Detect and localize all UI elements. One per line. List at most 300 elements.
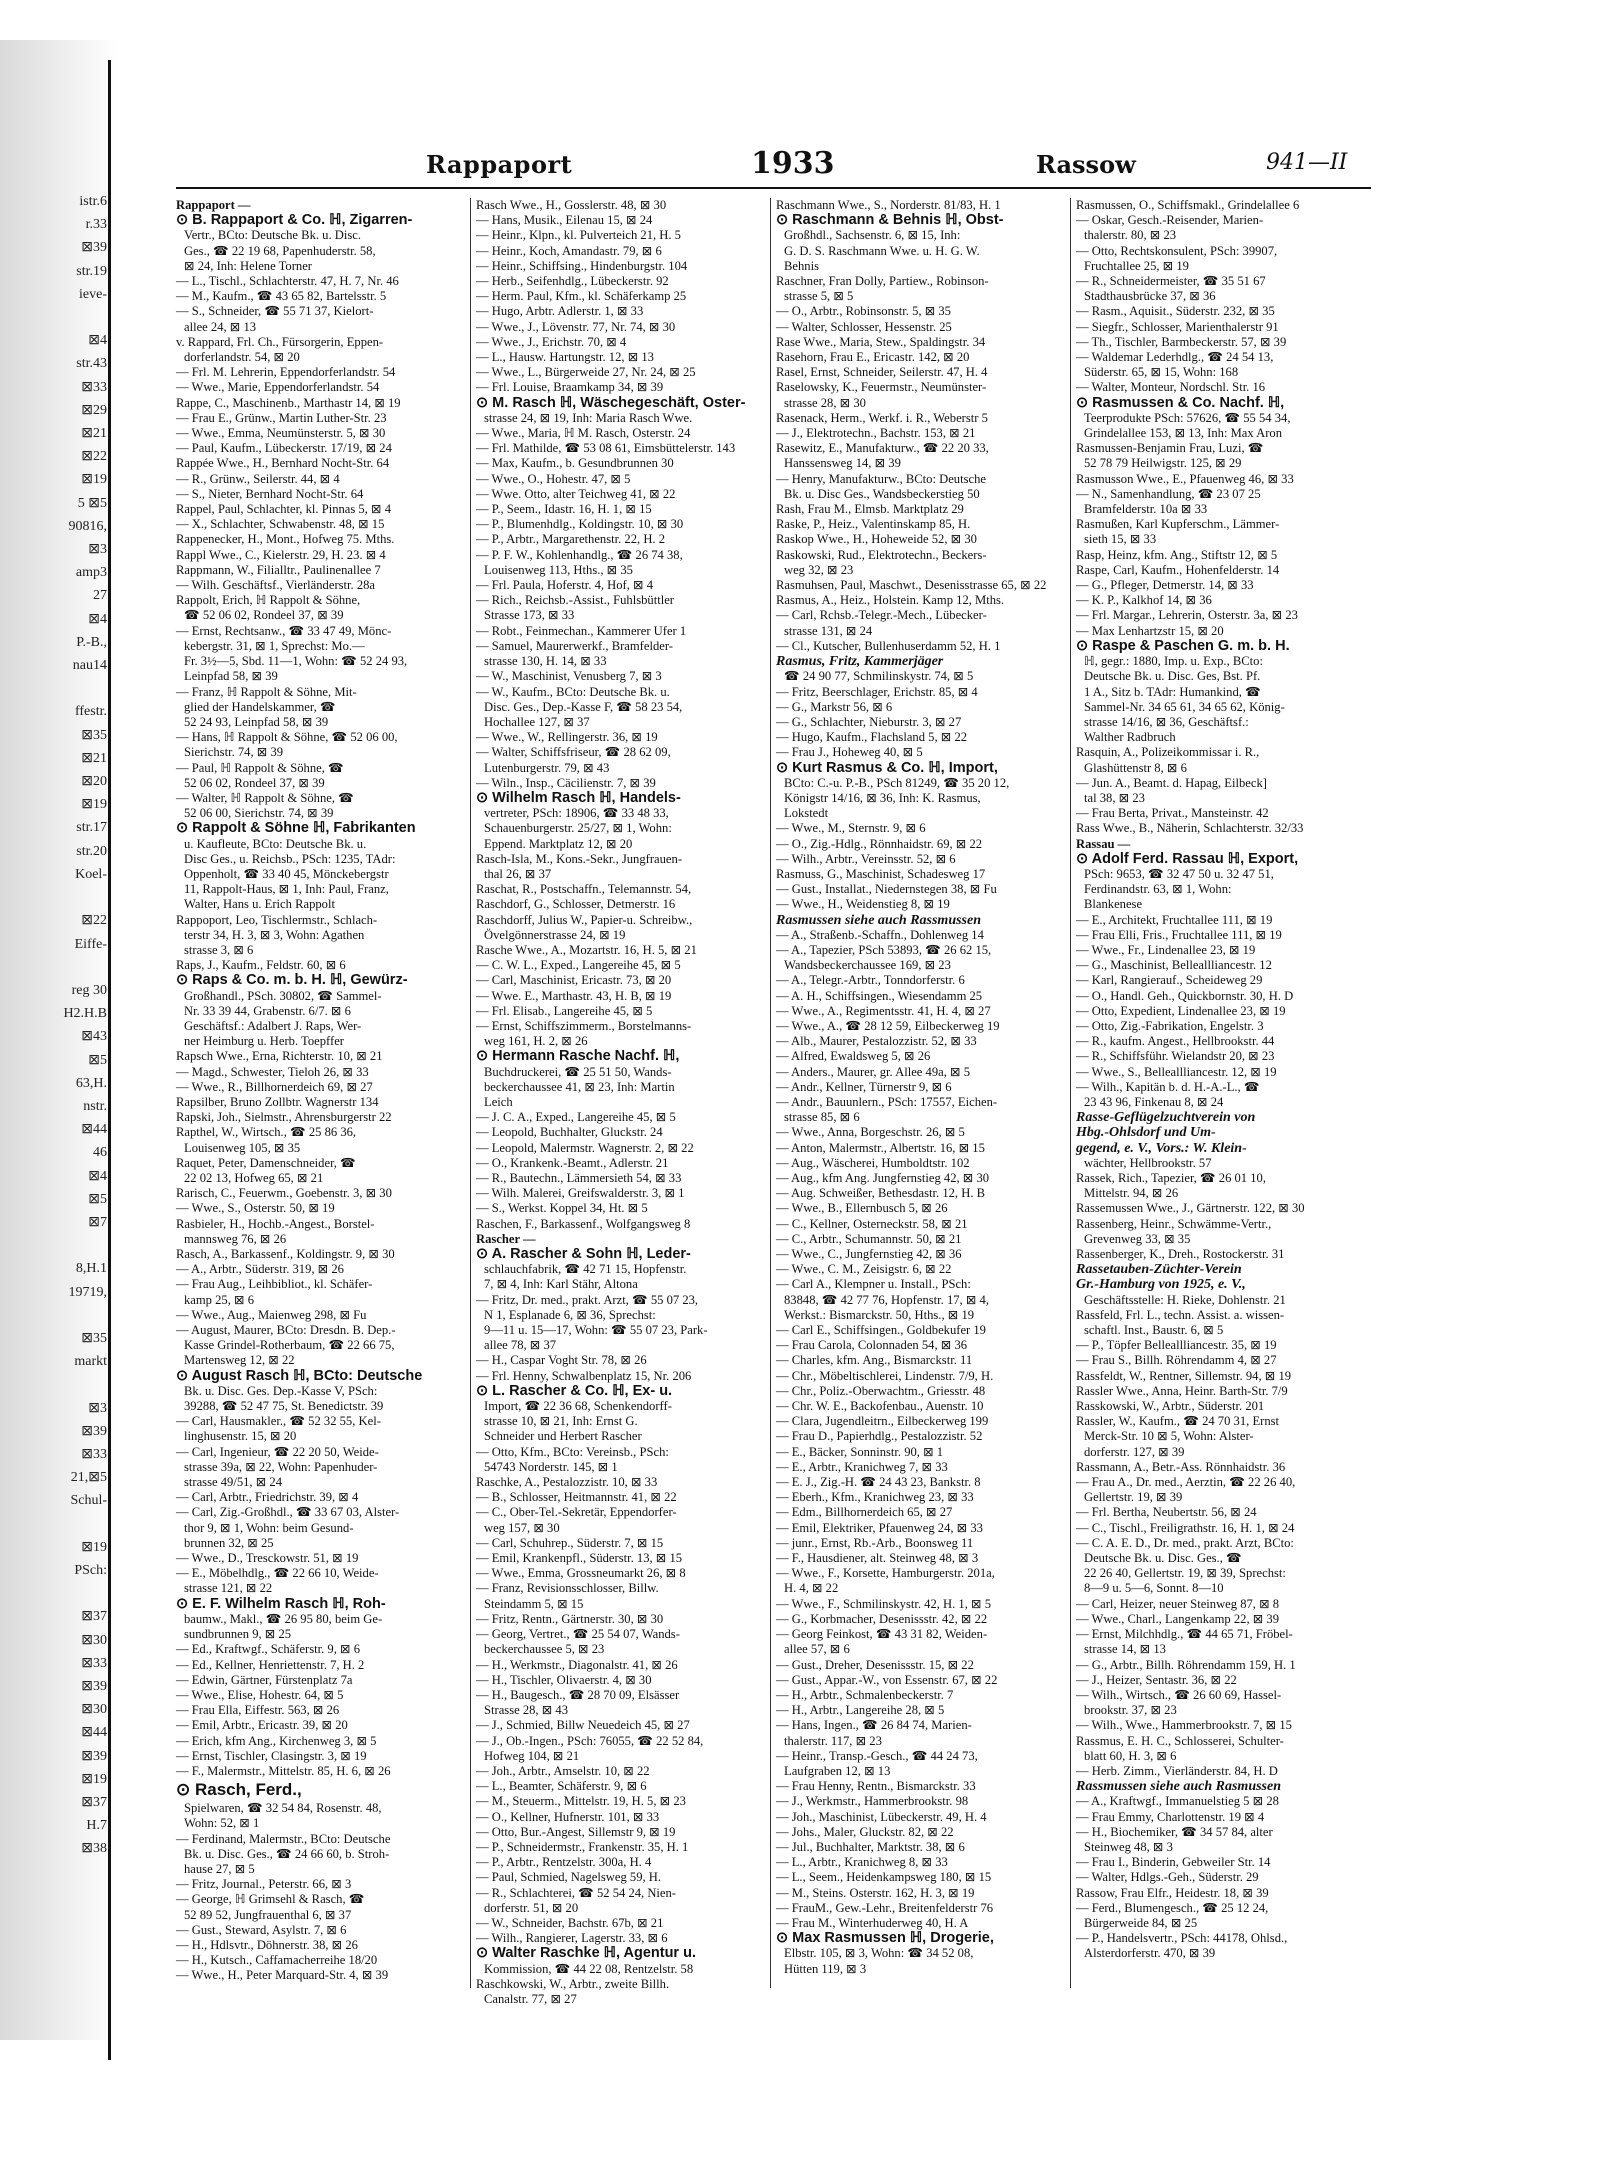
directory-entry: — Cl., Kutscher, Bullenhuserdamm 52, H. 1 [776, 638, 1001, 653]
directory-entry: — Gust., Steward, Asylstr. 7, ⊠ 6 [176, 1922, 347, 1937]
directory-entry: thalerstr. 117, ⊠ 23 [784, 1733, 882, 1748]
directory-entry: Hanssensweg 14, ⊠ 39 [784, 456, 901, 471]
directory-entry: Geschäftsstelle: H. Rieke, Dohlenstr. 21 [1084, 1292, 1286, 1307]
bleed-fragment: Schul- [70, 1493, 107, 1509]
directory-entry: — E. J., Zig.-H. ☎ 24 43 23, Bankstr. 8 [776, 1475, 981, 1490]
bleed-fragment [2, 1373, 107, 1396]
directory-entry: strasse 121, ⊠ 22 [184, 1581, 273, 1596]
directory-entry: Rasch, A., Barkassenf., Koldingstr. 9, ⊠ 30 [176, 1247, 395, 1262]
directory-entry: Strasse 173, ⊠ 33 [484, 608, 575, 623]
directory-entry: Sierichstr. 74, ⊠ 39 [184, 745, 284, 760]
bleed-fragment: Eiffe- [74, 936, 107, 952]
directory-entry: — E., Arbtr., Kranichweg 7, ⊠ 33 [776, 1459, 948, 1474]
directory-entry: — C., Arbtr., Schumannstr. 50, ⊠ 21 [776, 1231, 962, 1246]
directory-entry: Raschke, A., Pestalozzistr. 10, ⊠ 33 [476, 1475, 658, 1490]
directory-entry: strasse 130, H. 14, ⊠ 33 [484, 654, 607, 669]
directory-entry: — junr., Ernst, Rb.-Arb., Boonsweg 11 [776, 1535, 974, 1550]
directory-entry: Raschdorff, Julius W., Papier-u. Schreibw., [476, 912, 693, 927]
directory-entry: strasse 5, ⊠ 5 [784, 289, 854, 304]
directory-entry: Övelgönnerstrasse 24, ⊠ 19 [484, 927, 626, 942]
bleed-fragment: markt [74, 1354, 107, 1370]
directory-entry: Rassmus, E. H. C., Schlosserei, Schulter- [1076, 1733, 1284, 1748]
directory-entry: — Leopold, Malermstr. Wagnerstr. 2, ⊠ 22 [476, 1140, 694, 1155]
directory-entry: brookstr. 37, ⊠ 23 [1084, 1703, 1177, 1718]
directory-entry: — B., Schlosser, Heitmannstr. 41, ⊠ 22 [476, 1490, 677, 1505]
directory-entry: — P., Arbtr., Rentzelstr. 300a, H. 4 [476, 1855, 652, 1870]
directory-entry: — Carl A., Klempner u. Install., PSch: [776, 1277, 971, 1292]
directory-entry: linghusenstr. 15, ⊠ 20 [184, 1429, 297, 1444]
directory-entry: — Wwe., Emma, Neumünsterstr. 5, ⊠ 30 [176, 426, 386, 441]
directory-entry: — Aug., kfm Ang. Jungfernstieg 42, ⊠ 30 [776, 1171, 990, 1185]
directory-entry: — Alfred, Ewaldsweg 5, ⊠ 26 [776, 1049, 931, 1064]
directory-entry: Rascher — [476, 1231, 536, 1246]
directory-entry: — H., Arbtr., Schmalenbeckerstr. 7 [776, 1687, 954, 1702]
bleed-fragment [2, 306, 107, 329]
directory-entry: weg 157, ⊠ 30 [484, 1520, 560, 1535]
directory-entry: — Frl. M. Lehrerin, Eppendorferlandstr. 54 [176, 365, 396, 380]
directory-entry: — J., Werkmstr., Hammerbrookstr. 98 [776, 1794, 969, 1809]
directory-entry: vertreter, PSch: 18906, ☎ 33 48 33, [484, 806, 669, 821]
directory-entry: — G., Korbmacher, Desenissstr. 42, ⊠ 22 [776, 1611, 988, 1626]
directory-entry: ☎ 52 06 02, Rondeel 37, ⊠ 39 [184, 608, 344, 623]
directory-entry: — C., Kellner, Osterneckstr. 58, ⊠ 21 [776, 1216, 968, 1231]
directory-entry: — Frau Henny, Rentn., Bismarckstr. 33 [776, 1779, 976, 1794]
directory-entry: 22 02 13, Hofweg 65, ⊠ 21 [184, 1171, 324, 1185]
directory-entry: glied der Handelskammer, ☎ [184, 699, 336, 714]
directory-entry: — Hans, Ingen., ☎ 26 84 74, Marien- [776, 1718, 972, 1733]
directory-entry: — P., Töpfer Belleallliancestr. 35, ⊠ 19 [1076, 1338, 1277, 1353]
bleed-fragment: 19719, [68, 1284, 107, 1300]
bleed-fragment [2, 1304, 107, 1327]
directory-entry: — Wilh., Arbtr., Vereinsstr. 52, ⊠ 6 [776, 851, 956, 866]
directory-entry: — Robt., Feinmechan., Kammerer Ufer 1 [476, 623, 687, 638]
directory-entry: Hochallee 127, ⊠ 37 [484, 714, 590, 729]
directory-entry: — S., Nieter, Bernhard Nocht-Str. 64 [176, 486, 364, 501]
directory-entry: — O., Handl. Geh., Quickbornstr. 30, H. D [1076, 988, 1294, 1003]
directory-entry: Mittelstr. 94, ⊠ 26 [1084, 1186, 1179, 1201]
directory-entry: — Samuel, Maurerwerkf., Bramfelder- [476, 638, 673, 653]
directory-entry: — Frl. Louise, Braamkamp 34, ⊠ 39 [476, 380, 664, 395]
directory-entry: — Otto, Zig.-Fabrikation, Engelstr. 3 [1076, 1018, 1264, 1033]
bleed-fragment: 63,H. [75, 1075, 107, 1091]
directory-entry: — C., Ober-Tel.-Sekretär, Eppendorfer- [476, 1505, 677, 1520]
column-3 [776, 198, 1064, 1988]
directory-entry: ⊙ Max Rasmussen ℍ, Drogerie, [776, 1930, 994, 1947]
directory-entry: sieth 15, ⊠ 33 [1084, 532, 1157, 547]
directory-entry: — H., Kutsch., Caffamacherreihe 18/20 [176, 1953, 378, 1968]
directory-entry: Rassler, W., Kaufm., ☎ 24 70 31, Ernst [1076, 1414, 1280, 1429]
directory-entry: — Wwe., S., Osterstr. 50, ⊠ 19 [176, 1201, 335, 1216]
directory-entry: — G., Schlachter, Nieburstr. 3, ⊠ 27 [776, 714, 962, 729]
directory-entry: — Wwe., Charl., Langenkamp 22, ⊠ 39 [1076, 1611, 1280, 1626]
directory-entry: Louisenweg 105, ⊠ 35 [184, 1140, 301, 1155]
directory-entry: Bk. u. Disc. Ges. Dep.-Kasse V, PSch: [184, 1383, 378, 1398]
directory-entry: — Gust., Appar.-W., von Essenstr. 67, ⊠ 22 [776, 1672, 998, 1687]
directory-entry: Rasenack, Herm., Werkf. i. R., Weberstr 5 [776, 410, 988, 425]
directory-entry: — Frau Ella, Eiffestr. 563, ⊠ 26 [176, 1703, 340, 1718]
directory-entry: — Frl. Margar., Lehrerin, Osterstr. 3a, ⊠ 23 [1076, 608, 1298, 623]
directory-entry: Rasewitz, E., Manufakturw., ☎ 22 20 33, [776, 441, 989, 456]
bleed-fragment: reg 30 [71, 982, 107, 998]
directory-entry: Raschat, R., Postschaffn., Telemannstr. 54, [476, 882, 692, 897]
directory-entry: — Fritz, Dr. med., prakt. Arzt, ☎ 55 07 23, [476, 1292, 699, 1307]
bleed-fragment: ⊠44 [81, 1725, 107, 1741]
directory-entry: 83848, ☎ 42 77 76, Hopfenstr. 17, ⊠ 4, [784, 1292, 989, 1307]
directory-entry: weg 161, H. 2, ⊠ 26 [484, 1034, 588, 1049]
bleed-fragment: ⊠5 [88, 1191, 107, 1207]
directory-entry: — O., Arbtr., Robinsonstr. 5, ⊠ 35 [776, 304, 951, 319]
directory-entry: — S., Werkst. Koppel 34, Ht. ⊠ 5 [476, 1201, 648, 1216]
directory-entry: — H., Biochemiker, ☎ 34 57 84, alter [1076, 1824, 1273, 1839]
directory-entry: — Wwe., A., Regimentsstr. 41, H. 4, ⊠ 27 [776, 1003, 991, 1018]
directory-entry: — Carl, Arbtr., Friedrichstr. 39, ⊠ 4 [176, 1490, 359, 1505]
directory-entry: Rassau — [1076, 836, 1131, 851]
directory-entry: — Wwe., Emma, Grossneumarkt 26, ⊠ 8 [476, 1566, 686, 1581]
directory-entry: Raskowski, Rud., Elektrotechn., Beckers- [776, 547, 987, 562]
directory-entry: allee 57, ⊠ 6 [784, 1642, 850, 1657]
directory-entry: — Wiln., Insp., Cäcilienstr. 7, ⊠ 39 [476, 775, 656, 790]
directory-entry: Raspe, Carl, Kaufm., Hohenfelderstr. 14 [1076, 562, 1280, 577]
directory-entry: — L., Hausw. Hartungstr. 12, ⊠ 13 [476, 350, 654, 365]
directory-entry: — Hugo, Kaufm., Flachsland 5, ⊠ 22 [776, 730, 968, 745]
directory-entry: — Alb., Maurer, Pestalozzistr. 52, ⊠ 33 [776, 1034, 977, 1049]
directory-entry: — Wwe., L., Bürgerweide 27, Nr. 24, ⊠ 25 [476, 365, 696, 380]
directory-entry: — Anton, Malermstr., Albertstr. 16, ⊠ 15 [776, 1140, 985, 1155]
directory-entry: strasse 39a, ⊠ 22, Wohn: Papenhuder- [184, 1459, 378, 1474]
directory-entry: — Hans, ℍ Rappolt & Söhne, ☎ 52 06 00, [176, 730, 398, 745]
directory-entry: Martensweg 12, ⊠ 22 [184, 1353, 295, 1368]
directory-entry: strasse 14, ⊠ 13 [1084, 1642, 1166, 1657]
directory-entry: Rappenecker, H., Mont., Hofweg 75. Mths. [176, 532, 395, 547]
directory-entry: schlauchfabrik, ☎ 42 71 15, Hopfenstr. [484, 1262, 687, 1277]
bleed-fragment: ⊠39 [81, 240, 107, 256]
directory-entry: Rasse-Geflügelzuchtverein von [1076, 1110, 1256, 1126]
directory-entry: Rash, Frau M., Elmsb. Marktplatz 29 [776, 502, 964, 517]
directory-entry: — N., Samenhandlung, ☎ 23 07 25 [1076, 486, 1261, 501]
directory-entry: Raschmann Wwe., S., Norderstr. 81/83, H. 1 [776, 198, 1001, 212]
directory-entry: — Siegfr., Schlosser, Marienthalerstr 91 [1076, 319, 1279, 334]
directory-entry: Leich [484, 1094, 513, 1109]
directory-entry: strasse 3, ⊠ 6 [184, 942, 254, 957]
directory-entry: 11, Rappolt-Haus, ⊠ 1, Inh: Paul, Franz, [184, 882, 389, 897]
directory-entry: ⊠ 24, Inh: Helene Torner [184, 258, 312, 273]
directory-entry: — R., kaufm. Angest., Hellbrookstr. 44 [1076, 1034, 1275, 1049]
bleed-fragment: ⊠37 [81, 1609, 107, 1625]
directory-entry: — L., Tischl., Schlachterstr. 47, H. 7, Nr. 46 [176, 274, 399, 289]
directory-entry: — Frau Emmy, Charlottenstr. 19 ⊠ 4 [1076, 1809, 1265, 1824]
column-1 [176, 198, 464, 1988]
directory-entry: ⊙ Rappolt & Söhne ℍ, Fabrikanten [176, 820, 416, 837]
directory-entry: — Chr., Poliz.-Oberwachtm., Griesstr. 48 [776, 1383, 986, 1398]
directory-entry: Rappl Wwe., C., Kielerstr. 29, H. 23. ⊠ 4 [176, 547, 386, 562]
directory-entry: Strasse 28, ⊠ 43 [484, 1703, 569, 1718]
directory-entry: ⊙ Raspe & Paschen G. m. b. H. [1076, 637, 1290, 654]
directory-entry: — Johs., Maler, Gluckstr. 82, ⊠ 22 [776, 1824, 954, 1839]
directory-entry: — Paul, Schmied, Nagelsweg 59, H. [476, 1870, 662, 1885]
directory-entry: ⊙ Adolf Ferd. Rassau ℍ, Export, [1076, 850, 1299, 867]
directory-entry: — Wwe., W., Rellingerstr. 36, ⊠ 19 [476, 730, 658, 745]
directory-entry: allee 24, ⊠ 13 [184, 319, 257, 334]
directory-entry: Rasmus, A., Heiz., Holstein. Kamp 12, Mths. [776, 593, 1005, 608]
directory-entry: — Gust., Installat., Niedernstegen 38, ⊠ Fu [776, 882, 997, 897]
bleed-fragment: ⊠39 [81, 1748, 107, 1764]
directory-entry: — Henry, Manufakturw., BCto: Deutsche [776, 471, 986, 486]
directory-entry: ⊙ Kurt Rasmus & Co. ℍ, Import, [776, 759, 998, 776]
directory-entry: — H., Tischler, Olivaerstr. 4, ⊠ 30 [476, 1672, 652, 1687]
directory-entry: ℍ, gegr.: 1880, Imp. u. Exp., BCto: [1084, 654, 1263, 669]
directory-entry: Rasehorn, Frau E., Ericastr. 142, ⊠ 20 [776, 350, 970, 365]
bleed-fragment: ⊠37 [81, 1795, 107, 1811]
directory-entry: Rassler Wwe., Anna, Heinr. Barth-Str. 7/9 [1076, 1383, 1288, 1398]
directory-entry: — Edwin, Gärtner, Fürstenplatz 7a [176, 1672, 353, 1687]
directory-entry: Rasmuhsen, Paul, Maschwt., Desenisstrasse 65, ⊠ 22 [776, 578, 1047, 593]
directory-entry: Süderstr. 65, ⊠ 15, Wohn: 168 [1084, 365, 1239, 380]
directory-entry: Rappoport, Leo, Tischlermstr., Schlach- [176, 912, 378, 927]
directory-entry: — Frau A., Dr. med., Aerztin, ☎ 22 26 40, [1076, 1475, 1296, 1490]
bleed-fragment: ⊠30 [81, 1632, 107, 1648]
directory-entry: Wandsbeckerchaussee 169, ⊠ 23 [784, 958, 951, 973]
bleed-fragment: ⊠20 [81, 774, 107, 790]
directory-entry: Rasbieler, H., Hochb.-Angest., Borstel- [176, 1216, 375, 1231]
directory-entry: ⊙ Rasmussen & Co. Nachf. ℍ, [1076, 394, 1285, 411]
directory-entry: — L., Seem., Heidenkampsweg 180, ⊠ 15 [776, 1870, 992, 1885]
directory-entry: Rasel, Ernst, Schneider, Seilerstr. 47, H. 4 [776, 365, 988, 380]
directory-entry: beckerchaussee 5, ⊠ 23 [484, 1642, 605, 1657]
directory-entry: beckerchaussee 41, ⊠ 23, Inh: Martin [484, 1079, 675, 1094]
directory-entry: — Carl, Maschinist, Ericastr. 73, ⊠ 20 [476, 973, 672, 988]
directory-entry: — Andr., Kellner, Türnerstr 9, ⊠ 6 [776, 1079, 952, 1094]
directory-entry: — Emil, Elektriker, Pfauenweg 24, ⊠ 33 [776, 1520, 983, 1535]
directory-entry: — R., Bautechn., Lämmersieth 54, ⊠ 33 [476, 1171, 682, 1185]
directory-entry: — Carl, Ingenieur, ☎ 22 20 50, Weide- [176, 1444, 379, 1459]
directory-entry: Rappe, C., Maschinenb., Marthastr 14, ⊠ 19 [176, 395, 401, 410]
directory-entry: — F., Hausdiener, alt. Steinweg 48, ⊠ 3 [776, 1551, 979, 1566]
directory-entry: Blankenese [1084, 897, 1143, 912]
directory-entry: ⊙ Wilhelm Rasch ℍ, Handels- [476, 789, 681, 806]
directory-entry: — A., Kraftwgf., Immanuelstieg 5 ⊠ 28 [1076, 1794, 1279, 1809]
directory-entry: Raschdorf, G., Schlosser, Detmerstr. 16 [476, 897, 676, 912]
directory-entry: Merck-Str. 10 ⊠ 5, Wohn: Alster- [1084, 1429, 1254, 1444]
directory-entry: — Wwe., R., Billhornerdeich 69, ⊠ 27 [176, 1079, 373, 1094]
directory-entry: Rasmussen-Benjamin Frau, Luzi, ☎ [1076, 441, 1264, 456]
directory-entry: 54743 Norderstr. 145, ⊠ 1 [484, 1459, 618, 1474]
directory-entry: — Frl. Elisab., Langereihe 45, ⊠ 5 [476, 1003, 653, 1018]
directory-entry: — Jul., Buchhalter, Marktstr. 38, ⊠ 6 [776, 1839, 965, 1854]
directory-entry: Rasche Wwe., A., Mozartstr. 16, H. 5, ⊠ 21 [476, 942, 697, 957]
directory-entry: 52 89 52, Jungfrauenthal 6, ⊠ 37 [184, 1907, 352, 1922]
directory-entry: — W., Kaufm., BCto: Deutsche Bk. u. [476, 684, 670, 699]
directory-entry: Ges., ☎ 22 19 68, Papenhuderstr. 58, [184, 243, 376, 258]
bleed-fragment [2, 1582, 107, 1605]
directory-entry: — H., Caspar Voght Str. 78, ⊠ 26 [476, 1353, 647, 1368]
directory-entry: — J., Ob.-Ingen., PSch: 76055, ☎ 22 52 84, [476, 1733, 704, 1748]
directory-entry: — J. C. A., Exped., Langereihe 45, ⊠ 5 [476, 1110, 676, 1125]
bleed-fragment [2, 677, 107, 700]
directory-entry: — Chr. W. E., Backofenbau., Auenstr. 10 [776, 1399, 984, 1414]
column-divider [470, 198, 471, 1988]
bleed-fragment: ⊠3 [88, 542, 107, 558]
bleed-fragment: ⊠35 [81, 727, 107, 743]
directory-entry: Kommission, ☎ 44 22 08, Rentzelstr. 58 [484, 1961, 694, 1976]
bleed-fragment: amp3 [75, 565, 107, 581]
directory-entry: — Wwe., M., Sternstr. 9, ⊠ 6 [776, 821, 926, 836]
directory-entry: — Frau E., Grünw., Martin Luther-Str. 23 [176, 410, 387, 425]
directory-entry: — Heinr., Koch, Amandastr. 79, ⊠ 6 [476, 243, 662, 258]
directory-entry: — Frl. Paula, Hoferstr. 4, Hof, ⊠ 4 [476, 578, 654, 593]
directory-entry: — Fritz, Journal., Peterstr. 66, ⊠ 3 [176, 1877, 352, 1892]
directory-entry: — Wilh. Geschäftsf., Vierländerstr. 28a [176, 578, 376, 593]
directory-entry: Sammel-Nr. 34 65 61, 34 65 62, König- [1084, 699, 1285, 714]
directory-entry: — P., Seem., Idastr. 16, H. 1, ⊠ 15 [476, 502, 652, 517]
column-divider [1070, 198, 1071, 1988]
directory-entry: H. 4, ⊠ 22 [784, 1581, 839, 1596]
directory-entry: Gr.-Hamburg von 1925, e. V., [1076, 1277, 1246, 1293]
directory-entry: — O., Zig.-Hdlg., Rönnhaidstr. 69, ⊠ 22 [776, 836, 983, 851]
directory-entry: — Wilh., Wwe., Hammerbrookstr. 7, ⊠ 15 [1076, 1718, 1292, 1733]
directory-entry: ⊙ August Rasch ℍ, BCto: Deutsche [176, 1367, 423, 1384]
directory-entry: — Frau Elli, Fris., Fruchtallee 111, ⊠ 19 [1076, 927, 1282, 942]
directory-entry: Steindamm 5, ⊠ 15 [484, 1596, 584, 1611]
bleed-fragment: ⊠44 [81, 1122, 107, 1138]
bleed-fragment: 5 ⊠5 [77, 495, 107, 511]
directory-entry: ⊙ L. Rascher & Co. ℍ, Ex- u. [476, 1382, 673, 1399]
directory-entry: — L., Arbtr., Kranichweg 8, ⊠ 33 [776, 1855, 948, 1870]
directory-entry: — Wilh., Rangierer, Lagerstr. 33, ⊠ 6 [476, 1931, 668, 1946]
directory-entry: 39288, ☎ 52 47 75, St. Benedictstr. 39 [184, 1399, 384, 1414]
directory-entry: — R., Grünw., Seilerstr. 44, ⊠ 4 [176, 471, 340, 486]
directory-entry: Lutenburgerstr. 79, ⊠ 43 [484, 760, 610, 775]
directory-entry: Raschner, Fran Dolly, Partiew., Robinson- [776, 274, 989, 289]
directory-entry: — Wwe., D., Tresckowstr. 51, ⊠ 19 [176, 1551, 359, 1566]
directory-entry: — Hans, Musik., Eilenau 15, ⊠ 24 [476, 213, 653, 228]
directory-entry: — Erich, kfm Ang., Kirchenweg 3, ⊠ 5 [176, 1733, 377, 1748]
directory-entry: Rasmusson Wwe., E., Pfauenweg 46, ⊠ 33 [1076, 471, 1294, 486]
bleed-fragment: str.20 [76, 843, 107, 859]
directory-entry: — Georg, Vertret., ☎ 25 54 07, Wands- [476, 1627, 680, 1642]
bleed-fragment: ⊠4 [88, 333, 107, 349]
header-last-entry: Rassow [1036, 150, 1136, 179]
directory-entry: — G., Pfleger, Detmerstr. 14, ⊠ 33 [1076, 578, 1254, 593]
directory-entry: 52 06 00, Sierichstr. 74, ⊠ 39 [184, 806, 334, 821]
directory-entry: Fruchtallee 25, ⊠ 19 [1084, 258, 1189, 273]
bleed-fragment: PSch: [74, 1562, 107, 1578]
directory-entry: mannsweg 76, ⊠ 26 [184, 1231, 287, 1246]
bleed-fragment: ⊠33 [81, 1446, 107, 1462]
directory-entry: Eppend. Marktplatz 12, ⊠ 20 [484, 836, 633, 851]
bleed-fragment [2, 1513, 107, 1536]
directory-entry: — K. P., Kalkhof 14, ⊠ 36 [1076, 593, 1212, 608]
directory-entry: — Rasm., Aquisit., Süderstr. 232, ⊠ 35 [1076, 304, 1275, 319]
directory-entry: N 1, Esplanade 6, ⊠ 36, Sprechst: [484, 1307, 656, 1322]
directory-entry: — Frau Berta, Privat., Mansteinstr. 42 [1076, 806, 1269, 821]
directory-entry: Werkst.: Bismarckstr. 50, Hths., ⊠ 19 [784, 1307, 975, 1322]
directory-entry: — Herb. Zimm., Vierländerstr. 84, H. D [1076, 1763, 1278, 1778]
directory-entry: — Walter, Hdlgs.-Geh., Süderstr. 29 [1076, 1870, 1259, 1885]
directory-entry: — M., Steuerm., Mittelstr. 19, H. 5, ⊠ 23 [476, 1794, 686, 1809]
directory-entry: ☎ 24 90 77, Schmilinskystr. 74, ⊠ 5 [784, 669, 974, 684]
previous-page-bleed [2, 190, 107, 1990]
directory-entry: — Otto, Expedient, Lindenallee 23, ⊠ 19 [1076, 1003, 1286, 1018]
directory-entry: PSch: 9653, ☎ 32 47 50 u. 32 47 51, [1084, 866, 1274, 881]
directory-entry: — Frau S., Billh. Röhrendamm 4, ⊠ 27 [1076, 1353, 1277, 1368]
directory-entry: — Aug. Schweißer, Bethesdastr. 12, H. B [776, 1186, 986, 1201]
directory-entry: — G., Markstr 56, ⊠ 6 [776, 699, 893, 714]
directory-entry: 8—9 u. 5—6, Sonnt. 8—10 [1084, 1581, 1224, 1596]
page-number: 941—II [1266, 150, 1348, 175]
directory-entry: — Carl, Zig.-Großhdl., ☎ 33 67 03, Alster- [176, 1505, 400, 1520]
directory-entry: — Joh., Maschinist, Lübeckerstr. 49, H. 4 [776, 1809, 987, 1824]
bleed-fragment: ⊠39 [81, 1679, 107, 1694]
directory-entry: Teerprodukte PSch: 57626, ☎ 55 54 34, [1084, 410, 1291, 425]
directory-entry: — R., Schneidermeister, ☎ 35 51 67 [1076, 274, 1266, 289]
directory-entry: Rassfeldt, W., Rentner, Sillemstr. 94, ⊠ 19 [1076, 1368, 1292, 1383]
directory-entry: Raquet, Peter, Damenschneider, ☎ [176, 1155, 356, 1170]
directory-entry: — J., Heizer, Sentastr. 36, ⊠ 22 [1076, 1672, 1237, 1687]
bleed-fragment: ⊠29 [81, 402, 107, 418]
directory-entry: strasse 10, ⊠ 21, Inh: Ernst G. [484, 1414, 638, 1429]
directory-entry: dorferstr. 127, ⊠ 39 [1084, 1444, 1185, 1459]
bleed-fragment: ⊠35 [81, 1330, 107, 1346]
directory-entry: — Wwe., Aug., Maienweg 298, ⊠ Fu [176, 1307, 367, 1322]
directory-entry: Walther Radbruch [1084, 730, 1176, 745]
bleed-fragment: ⊠19 [81, 1539, 107, 1555]
directory-entry: — Frau J., Hoheweg 40, ⊠ 5 [776, 745, 923, 760]
directory-entry: Hütten 119, ⊠ 3 [784, 1961, 867, 1976]
directory-entry: schaftl. Inst., Baustr. 6, ⊠ 5 [1084, 1323, 1224, 1338]
bleed-fragment: ⊠22 [81, 913, 107, 929]
directory-entry: Disc Ges., u. Reichsb., PSch: 1235, TAdr: [184, 851, 396, 866]
directory-entry: sundbrunnen 9, ⊠ 25 [184, 1627, 292, 1642]
directory-entry: Rasp, Heinz, kfm. Ang., Stiftstr 12, ⊠ 5 [1076, 547, 1278, 562]
directory-entry: Rase Wwe., Maria, Stew., Spaldingstr. 34 [776, 334, 986, 349]
directory-entry: — L., Beamter, Schäferstr. 9, ⊠ 6 [476, 1779, 647, 1794]
directory-entry: — Ed., Kraftwgf., Schäferstr. 9, ⊠ 6 [176, 1642, 361, 1657]
directory-entry: Rassow, Frau Elfr., Heidestr. 18, ⊠ 39 [1076, 1885, 1269, 1900]
directory-entry: — Carl, Rchsb.-Telegr.-Mech., Lübecker- [776, 608, 987, 623]
bleed-fragment: H.7 [86, 1818, 107, 1834]
directory-entry: — Rich., Reichsb.-Assist., Fuhlsbüttler [476, 593, 675, 608]
directory-entry: 7, ⊠ 4, Inh: Karl Stähr, Altona [484, 1277, 638, 1292]
directory-entry: — Wwe., J., Lövenstr. 77, Nr. 74, ⊠ 30 [476, 319, 676, 334]
directory-entry: — F., Malermstr., Mittelstr. 85, H. 6, ⊠ 26 [176, 1763, 391, 1778]
directory-entry: — O., Kellner, Hufnerstr. 101, ⊠ 33 [476, 1809, 660, 1824]
directory-entry: — Wilh. Malerei, Greifswalderstr. 3, ⊠ 1 [476, 1186, 685, 1201]
directory-entry: BCto: C.-u. P.-B., PSch 81249, ☎ 35 20 12, [784, 775, 1010, 790]
directory-entry: tal 38, ⊠ 23 [1084, 790, 1145, 805]
directory-entry: — Carl, Schuhrep., Süderstr. 7, ⊠ 15 [476, 1535, 664, 1550]
directory-entry: Elbstr. 105, ⊠ 3, Wohn: ☎ 34 52 08, [784, 1946, 974, 1961]
directory-entry: Raschen, F., Barkassenf., Wolfgangsweg 8 [476, 1216, 691, 1231]
directory-entry: ⊙ Raschmann & Behnis ℍ, Obst- [776, 212, 1004, 229]
directory-entry: — Waldemar Lederhdlg., ☎ 24 54 13, [1076, 350, 1274, 365]
directory-entry: blatt 60, H. 3, ⊠ 6 [1084, 1748, 1177, 1763]
bleed-fragment: str.17 [76, 820, 107, 836]
directory-entry: — Otto, Kfm., BCto: Vereinsb., PSch: [476, 1444, 669, 1459]
bleed-fragment: ⊠19 [81, 797, 107, 813]
directory-entry: Stadthausbrücke 37, ⊠ 36 [1084, 289, 1216, 304]
directory-entry: thalerstr. 80, ⊠ 23 [1084, 228, 1177, 243]
directory-entry: — A. H., Schiffsingen., Wiesendamm 25 [776, 988, 983, 1003]
directory-entry: — Wwe., O., Hohestr. 47, ⊠ 5 [476, 471, 631, 486]
directory-page [176, 140, 1371, 2006]
directory-entry: — Wwe., J., Erichstr. 70, ⊠ 4 [476, 334, 627, 349]
bleed-fragment: ⊠4 [88, 1168, 107, 1184]
directory-entry: ner Heimburg u. Herb. Toepffer [184, 1034, 344, 1049]
directory-entry: dorferlandstr. 54, ⊠ 20 [184, 350, 300, 365]
directory-entry: ⊙ Walter Raschke ℍ, Agentur u. [476, 1945, 696, 1962]
bleed-fragment: str.19 [76, 263, 107, 279]
directory-entry: — J., Schmied, Billw Neuedeich 45, ⊠ 27 [476, 1718, 690, 1733]
